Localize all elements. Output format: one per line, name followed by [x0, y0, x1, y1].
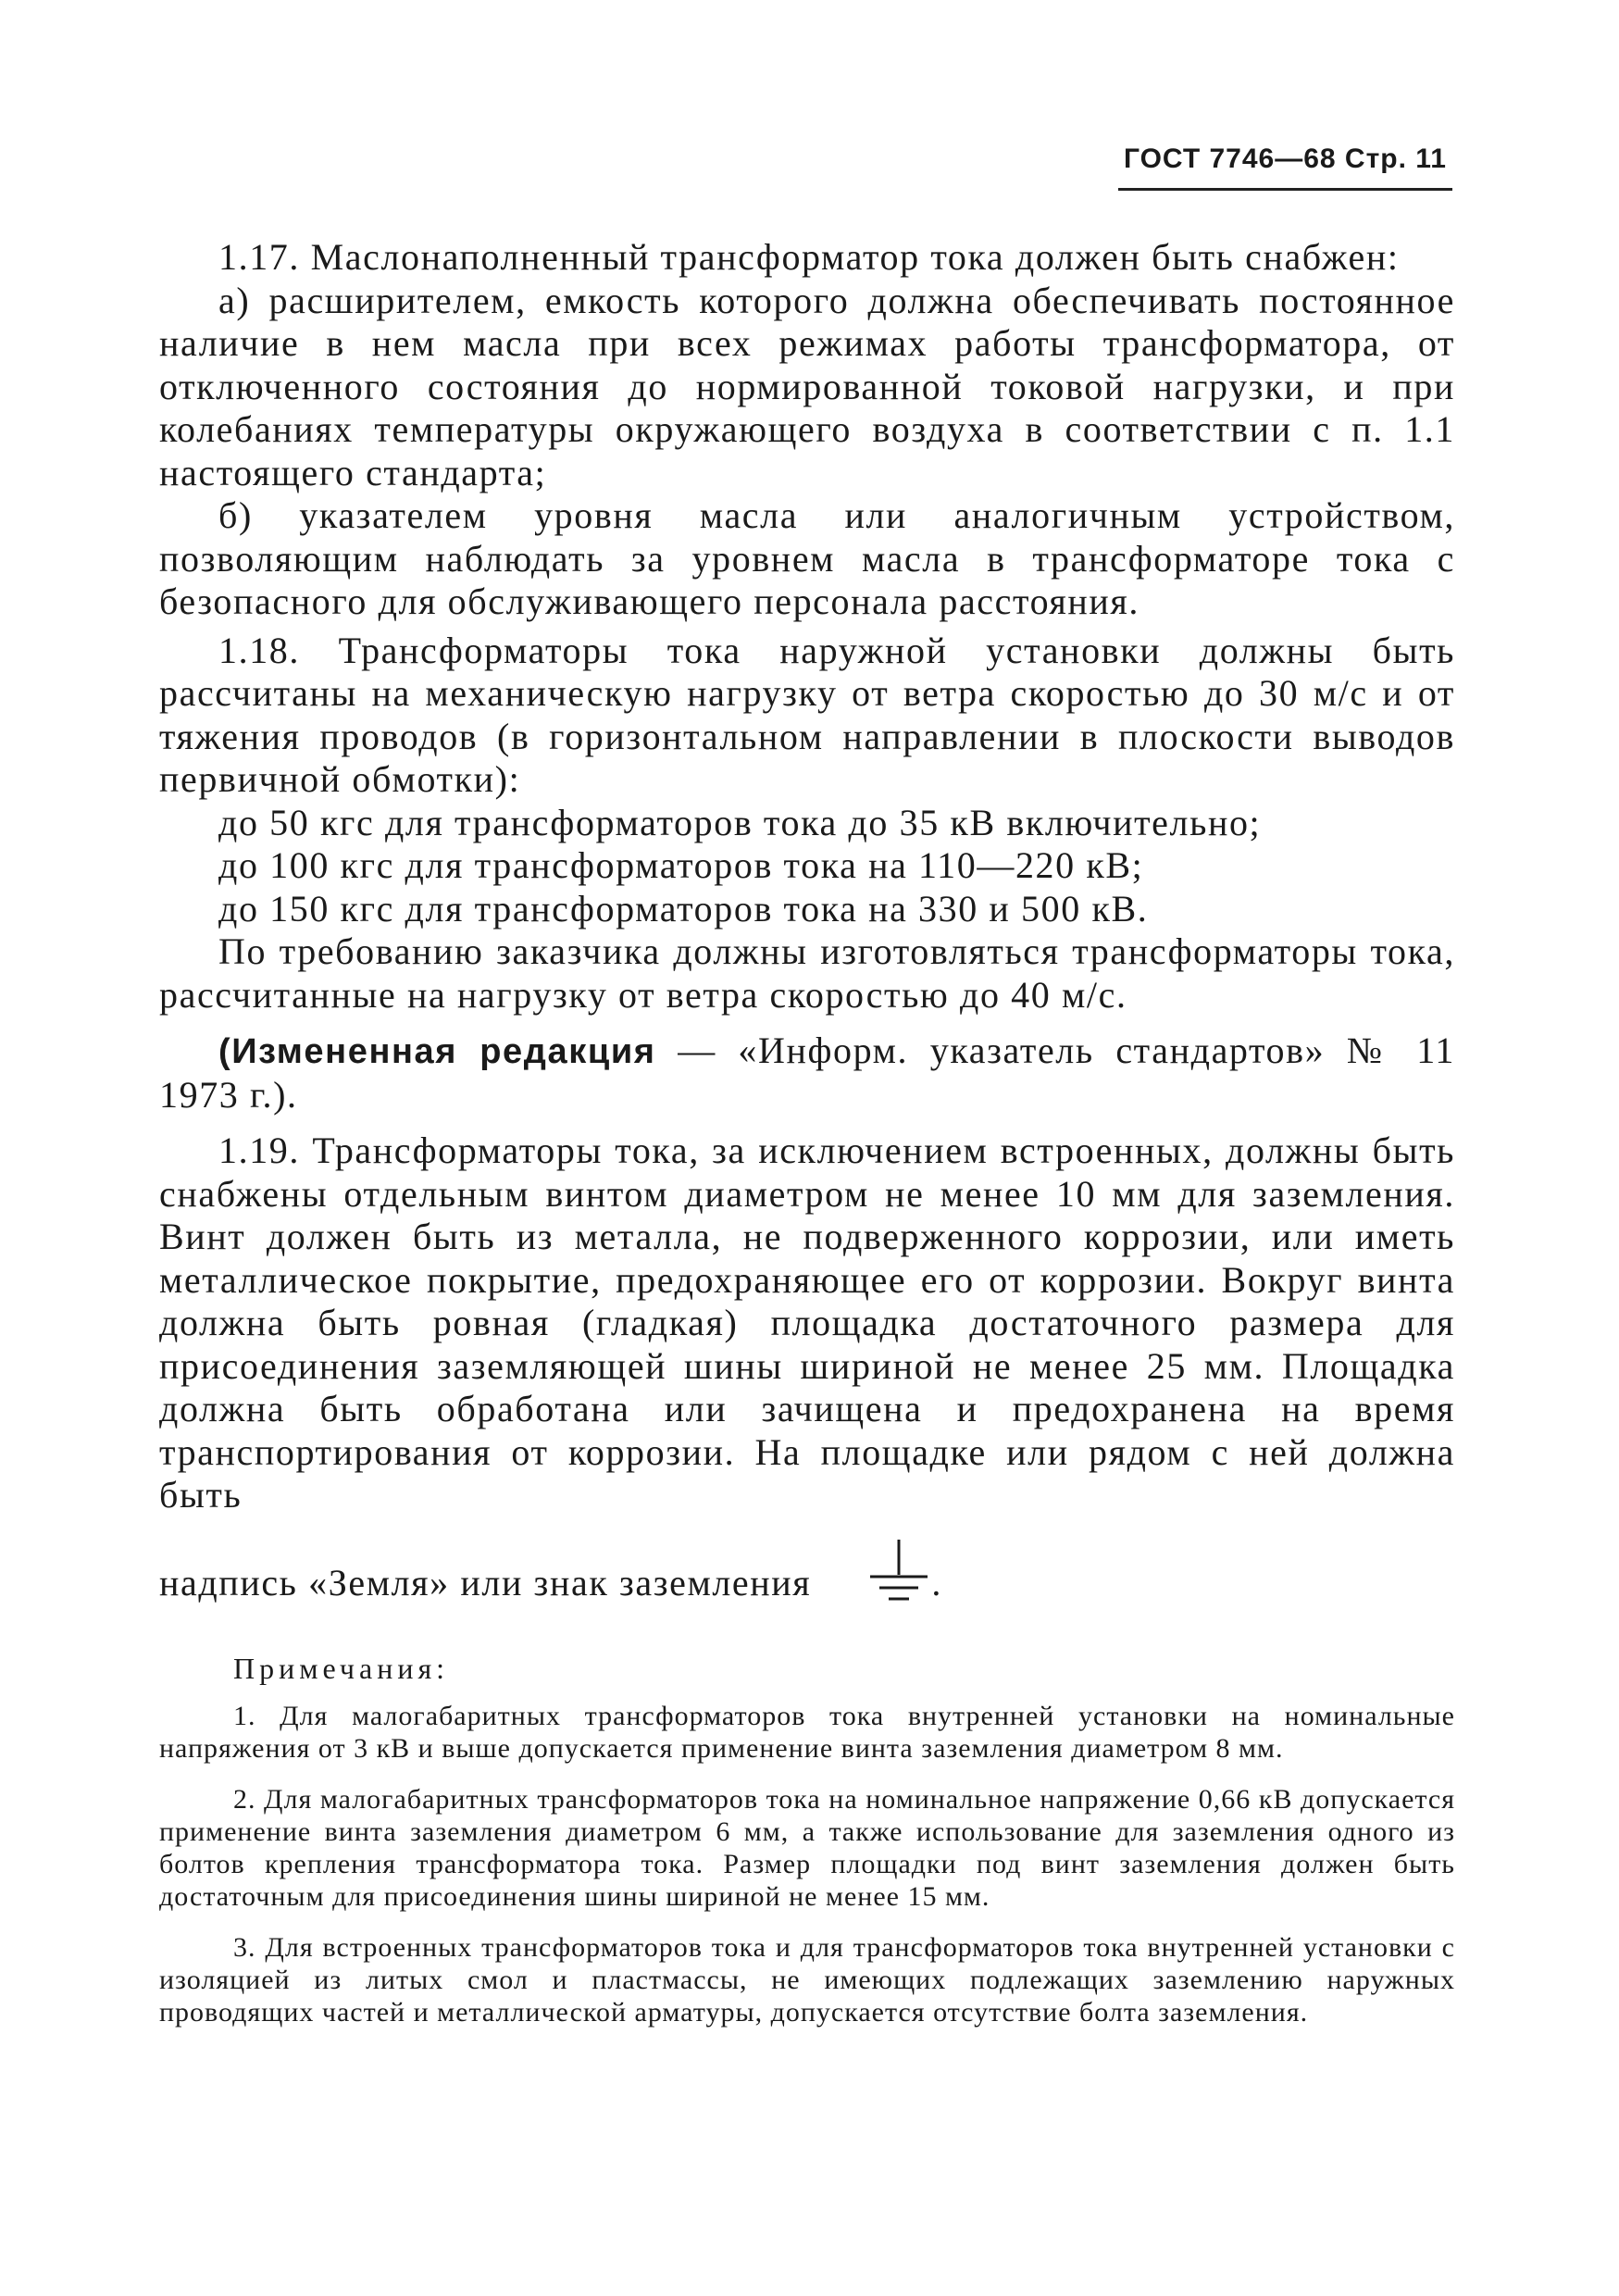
note-2: 2. Для малогабаритных трансформаторов тока на номинальное напряжение 0,66 кВ допускается применение винта заземления диаметром 6 мм, а также использование для заземления одного из болтов крепления трансформатора тока. Размер площадки под винт заземления должен быть достаточным для присоединения шины шириной не менее 15 мм. [159, 1784, 1455, 1912]
clause-1-17-a: а) расширителем, емкость которого должна обеспечивать постоянное наличие в нем масла при всех режимах работы трансформатора, от отключенного состояния до нормированной токовой нагрузки, и при колебаниях температуры окружающего воздуха в соответствии с п. 1.1 настоящего стандарта; [159, 279, 1455, 493]
ground-label-text: надпись «Земля» или знак заземления [159, 1561, 812, 1603]
clause-1-18-customer: По требованию заказчика должны изготовляться трансформаторы тока, рассчитанные на нагрузку от ветра скоростью до 40 м/с. [159, 930, 1455, 1016]
clause-1-17: 1.17. Маслонаполненный трансформатор тока должен быть снабжен: [218, 236, 1400, 278]
ground-symbol-icon [866, 1538, 931, 1615]
page-header: ГОСТ 7746—68 Стр. 11 [1118, 144, 1452, 191]
amendment-label: (Измененная редакция [218, 1032, 656, 1071]
note-1: 1. Для малогабаритных трансформаторов тока внутренней установки на номинальные напряжения от 3 кВ и выше допускается применение винта заземления диаметром 8 мм. [159, 1701, 1455, 1764]
document-body [159, 236, 1455, 1604]
ground-label-line [159, 1538, 1455, 1605]
clause-1-19: 1.19. Трансформаторы тока, за исключением встроенных, должны быть снабжены отдельным винтом диаметром не менее 10 мм для заземления. Винт должен быть из металла, не подверженного коррозии, или иметь металлическое покрытие, предохраняющее его от коррозии. Вокруг винта должна быть ровная (гладкая) площадка достаточного размера для присоединения заземляющей шины шириной не менее 25 мм. Площадка должна быть обработана или зачищена и предохранена на время транспортирования от коррозии. На площадке или рядом с ней должна быть [159, 1129, 1455, 1516]
clause-1-17-b: б) указателем уровня масла или аналогичным устройством, позволяющим наблюдать за уровнем масла в трансформаторе тока с безопасного для обслуживающего персонала расстояния. [159, 494, 1455, 622]
notes-section [159, 1653, 1455, 2047]
clause-1-18-item-3: до 150 кгс для трансформаторов тока на 330 и 500 кВ. [218, 887, 1149, 930]
clause-1-18-item-2: до 100 кгс для трансформаторов тока на 110—220 кВ; [218, 844, 1144, 886]
ground-label-period: . [931, 1561, 942, 1603]
notes-title: Примечания: [233, 1652, 450, 1685]
amendment-note [159, 1029, 1455, 1117]
clause-1-18: 1.18. Трансформаторы тока наружной установки должны быть рассчитаны на механическую нагрузку от ветра скоростью до 30 м/с и от тяжения проводов (в горизонтальном направлении в плоскости выводов первичной обмотки): [159, 629, 1455, 800]
note-3: 3. Для встроенных трансформаторов тока и для трансформаторов тока внутренней установки с изоляцией из литых смол и пластмассы, не имеющих подлежащих заземлению наружных проводящих частей и металлической арматуры, допускается отсутствие болта заземления. [159, 1932, 1455, 2028]
amendment-source: — «Информ. указатель стандартов» № 11 1973 г.). [159, 1029, 1455, 1116]
clause-1-18-item-1: до 50 кгс для трансформаторов тока до 35 кВ включительно; [218, 801, 1262, 843]
